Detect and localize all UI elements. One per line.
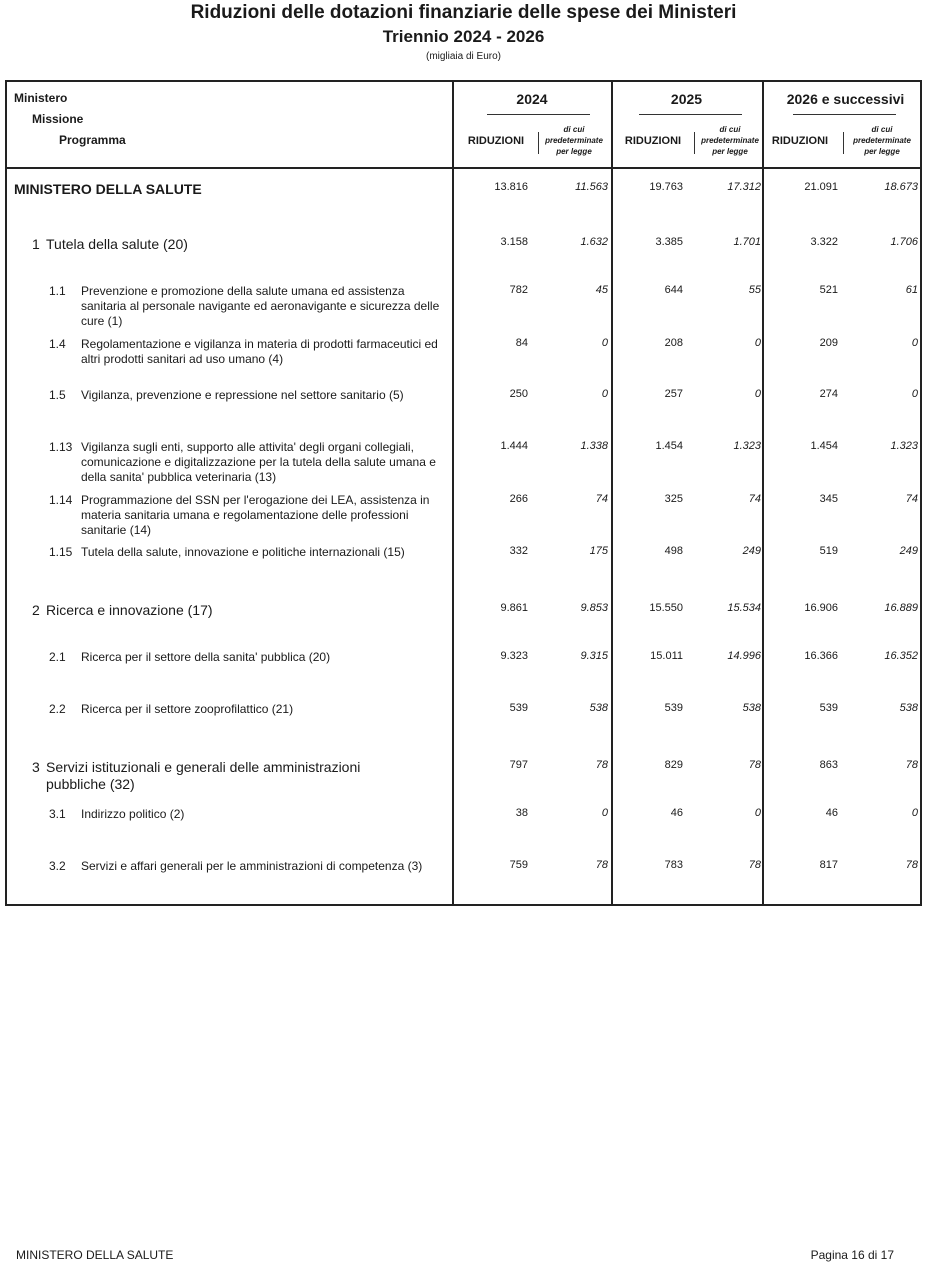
- dicui-line: per legge: [556, 147, 592, 156]
- year-underline: [639, 114, 742, 115]
- riduzioni-value: 257: [664, 388, 683, 400]
- year-2026: 2026 e successivi: [786, 91, 905, 107]
- dicui-line: predeterminate: [853, 136, 911, 145]
- row-code: 2: [32, 602, 40, 618]
- riduzioni-value: 519: [819, 545, 838, 557]
- dicui-line: di cui: [563, 125, 585, 134]
- predeterminate-value: 17.312: [727, 181, 761, 193]
- row-text: Tutela della salute (20): [46, 236, 188, 252]
- dicui-line: per legge: [864, 147, 900, 156]
- row-code: 3.1: [49, 807, 66, 821]
- riduzioni-value: 539: [509, 702, 528, 714]
- predeterminate-value: 78: [595, 759, 608, 771]
- predeterminate-value: 9.853: [580, 602, 608, 614]
- predeterminate-value: 1.632: [580, 236, 608, 248]
- dicui-line: predeterminate: [701, 136, 759, 145]
- riduzioni-value: 19.763: [649, 181, 683, 193]
- row-text: Vigilanza, prevenzione e repressione nel settore sanitario (5): [81, 388, 404, 402]
- riduzioni-value: 644: [664, 284, 683, 296]
- predeterminate-value: 15.534: [727, 602, 761, 614]
- predeterminate-value: 0: [754, 337, 761, 349]
- riduzioni-value: 1.444: [500, 440, 528, 452]
- column-divider: [762, 82, 764, 904]
- riduzioni-value: 208: [664, 337, 683, 349]
- predeterminate-value: 1.323: [890, 440, 918, 452]
- riduzioni-value: 209: [819, 337, 838, 349]
- row-text: Regolamentazione e vigilanza in materia di prodotti farmaceutici ed altri prodotti sanitari ad uso umano (4): [81, 337, 438, 366]
- riduzioni-value: 46: [825, 807, 838, 819]
- row-text: Prevenzione e promozione della salute umana ed assistenza sanitaria al personale navigante ed aeronavigante e sicurezza delle cure (1): [81, 284, 440, 328]
- predeterminate-value: 78: [595, 859, 608, 871]
- row-text: Vigilanza sugli enti, supporto alle attivita' degli organi collegiali, comunicazione e digitalizzazione per la tutela della salute umana e della sanita' pubblica veterinaria (13): [81, 440, 436, 484]
- predeterminate-value: 74: [905, 493, 918, 505]
- riduzioni-value: 782: [509, 284, 528, 296]
- row-text: Tutela della salute, innovazione e politiche internazionali (15): [81, 545, 405, 559]
- predeterminate-value: 74: [748, 493, 761, 505]
- predeterminate-value: 1.338: [580, 440, 608, 452]
- riduzioni-value: 1.454: [655, 440, 683, 452]
- riduzioni-value: 863: [819, 759, 838, 771]
- riduzioni-value: 3.158: [500, 236, 528, 248]
- dicui-line: per legge: [712, 147, 748, 156]
- year-2025: 2025: [670, 91, 703, 107]
- row-code: 1.1: [49, 284, 66, 298]
- predeterminate-value: 1.323: [733, 440, 761, 452]
- predeterminate-value: 74: [595, 493, 608, 505]
- header-divider: [7, 167, 920, 169]
- row-code: 1: [32, 236, 40, 252]
- riduzioni-value: 250: [509, 388, 528, 400]
- page-title: Riduzioni delle dotazioni finanziarie delle spese dei Ministeri: [190, 2, 737, 23]
- row-code: 2.2: [49, 702, 66, 716]
- row-text: MINISTERO DELLA SALUTE: [14, 181, 202, 197]
- subcolumn-separator: [843, 132, 844, 154]
- riduzioni-value: 3.322: [810, 236, 838, 248]
- riduzioni-value: 266: [509, 493, 528, 505]
- predeterminate-value: 78: [748, 859, 761, 871]
- predeterminate-value: 175: [589, 545, 608, 557]
- reductions-table: [5, 80, 922, 906]
- row-text: Ricerca per il settore della sanita' pubblica (20): [81, 650, 331, 664]
- riduzioni-value: 539: [819, 702, 838, 714]
- row-code: 3: [32, 759, 40, 775]
- riduzioni-value: 46: [670, 807, 683, 819]
- row-text: Ricerca e innovazione (17): [46, 602, 213, 618]
- dicui-header: [539, 124, 609, 157]
- riduzioni-value: 9.861: [500, 602, 528, 614]
- dicui-line: di cui: [871, 125, 893, 134]
- riduzioni-value: 325: [664, 493, 683, 505]
- page-subtitle: Triennio 2024 - 2026: [382, 27, 545, 46]
- row-text: Programmazione del SSN per l'erogazione dei LEA, assistenza in materia sanitaria umana e regolamentazione delle professioni sanitarie (14): [81, 493, 430, 537]
- riduzioni-value: 521: [819, 284, 838, 296]
- header-missione: Missione: [32, 112, 84, 126]
- predeterminate-value: 45: [595, 284, 608, 296]
- predeterminate-value: 78: [748, 759, 761, 771]
- predeterminate-value: 538: [589, 702, 608, 714]
- row-code: 1.15: [49, 545, 73, 559]
- predeterminate-value: 249: [742, 545, 761, 557]
- riduzioni-value: 15.550: [649, 602, 683, 614]
- predeterminate-value: 0: [601, 388, 608, 400]
- predeterminate-value: 0: [911, 388, 918, 400]
- riduzioni-value: 829: [664, 759, 683, 771]
- riduzioni-value: 539: [664, 702, 683, 714]
- riduzioni-value: 1.454: [810, 440, 838, 452]
- riduzioni-value: 797: [509, 759, 528, 771]
- riduzioni-value: 16.906: [804, 602, 838, 614]
- row-code: 3.2: [49, 859, 66, 873]
- riduzioni-header: RIDUZIONI: [624, 135, 682, 147]
- predeterminate-value: 16.889: [884, 602, 918, 614]
- row-code: 1.14: [49, 493, 73, 507]
- dicui-line: predeterminate: [545, 136, 603, 145]
- predeterminate-value: 16.352: [884, 650, 918, 662]
- predeterminate-value: 0: [601, 807, 608, 819]
- riduzioni-value: 759: [509, 859, 528, 871]
- predeterminate-value: 538: [899, 702, 918, 714]
- predeterminate-value: 1.701: [733, 236, 761, 248]
- column-divider: [452, 82, 454, 904]
- predeterminate-value: 78: [905, 859, 918, 871]
- riduzioni-value: 332: [509, 545, 528, 557]
- dicui-header: [695, 124, 765, 157]
- page-number: Pagina 16 di 17: [810, 1248, 894, 1262]
- riduzioni-value: 21.091: [804, 181, 838, 193]
- year-2024: 2024: [516, 91, 548, 107]
- predeterminate-value: 18.673: [884, 181, 918, 193]
- predeterminate-value: 538: [742, 702, 761, 714]
- predeterminate-value: 78: [905, 759, 918, 771]
- row-code: 1.13: [49, 440, 73, 454]
- year-underline: [487, 114, 590, 115]
- riduzioni-header: RIDUZIONI: [771, 135, 829, 147]
- predeterminate-value: 11.563: [575, 181, 608, 193]
- riduzioni-value: 817: [819, 859, 838, 871]
- riduzioni-value: 498: [664, 545, 683, 557]
- riduzioni-value: 15.011: [650, 650, 683, 662]
- riduzioni-value: 16.366: [804, 650, 838, 662]
- header-programma: Programma: [59, 133, 126, 147]
- riduzioni-value: 9.323: [500, 650, 528, 662]
- riduzioni-value: 783: [664, 859, 683, 871]
- dicui-line: di cui: [719, 125, 741, 134]
- riduzioni-value: 38: [515, 807, 528, 819]
- row-text: Indirizzo politico (2): [81, 807, 185, 821]
- riduzioni-value: 3.385: [655, 236, 683, 248]
- row-text: Servizi istituzionali e generali delle amministrazioni pubbliche (32): [46, 759, 361, 792]
- row-text: Servizi e affari generali per le amministrazioni di competenza (3): [81, 859, 423, 873]
- row-code: 1.5: [49, 388, 66, 402]
- unit-note: (migliaia di Euro): [425, 51, 502, 62]
- predeterminate-value: 0: [911, 337, 918, 349]
- row-text: Ricerca per il settore zooprofilattico (21): [81, 702, 294, 716]
- predeterminate-value: 55: [748, 284, 761, 296]
- riduzioni-value: 274: [819, 388, 838, 400]
- riduzioni-value: 13.816: [494, 181, 528, 193]
- dicui-header: [847, 124, 917, 157]
- year-underline: [793, 114, 896, 115]
- predeterminate-value: 0: [754, 807, 761, 819]
- predeterminate-value: 9.315: [580, 650, 608, 662]
- riduzioni-header: RIDUZIONI: [467, 135, 525, 147]
- riduzioni-value: 345: [819, 493, 838, 505]
- footer-ministry: MINISTERO DELLA SALUTE: [16, 1248, 174, 1262]
- row-code: 1.4: [49, 337, 66, 351]
- predeterminate-value: 0: [911, 807, 918, 819]
- predeterminate-value: 249: [899, 545, 918, 557]
- predeterminate-value: 1.706: [890, 236, 918, 248]
- predeterminate-value: 0: [601, 337, 608, 349]
- predeterminate-value: 14.996: [727, 650, 761, 662]
- predeterminate-value: 0: [754, 388, 761, 400]
- row-code: 2.1: [49, 650, 66, 664]
- riduzioni-value: 84: [515, 337, 528, 349]
- predeterminate-value: 61: [905, 284, 918, 296]
- header-ministero: Ministero: [14, 91, 68, 105]
